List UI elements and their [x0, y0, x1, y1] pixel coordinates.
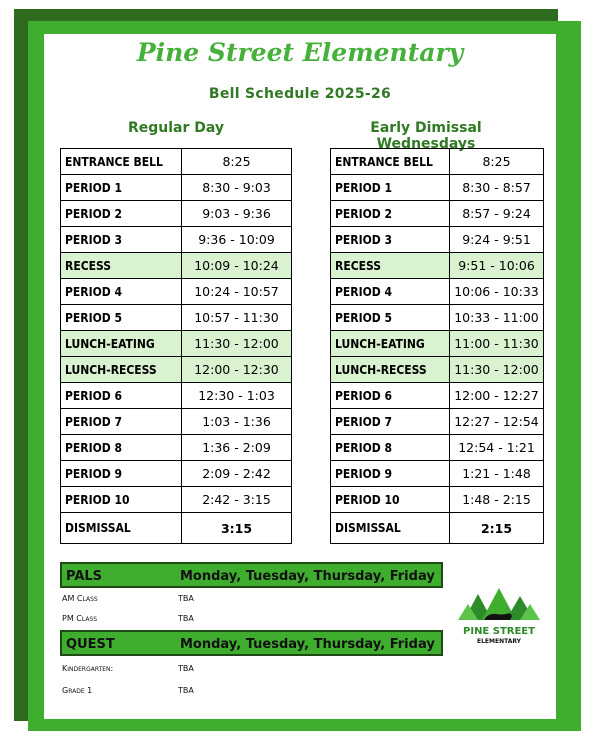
period-label: LUNCH-RECESS	[331, 357, 450, 383]
period-label: PERIOD 2	[61, 201, 182, 227]
period-time: 11:30 - 12:00	[182, 331, 292, 357]
period-label: PERIOD 10	[61, 487, 182, 513]
period-label: PERIOD 5	[61, 305, 182, 331]
schedule-row	[331, 201, 544, 227]
period-time: 8:30 - 8:57	[450, 175, 544, 201]
period-label: PERIOD 3	[61, 227, 182, 253]
period-time: 12:27 - 12:54	[450, 409, 544, 435]
period-time: 11:00 - 11:30	[450, 331, 544, 357]
period-time: 9:51 - 10:06	[450, 253, 544, 279]
schedule-row	[61, 435, 292, 461]
period-time: 10:06 - 10:33	[450, 279, 544, 305]
quest-k-label: Kindergarten:	[62, 664, 114, 673]
period-label: DISMISSAL	[331, 513, 450, 544]
period-label: LUNCH-RECESS	[61, 357, 182, 383]
schedule-row	[331, 383, 544, 409]
period-time: 1:48 - 2:15	[450, 487, 544, 513]
schedule-row	[61, 253, 292, 279]
period-time: 1:21 - 1:48	[450, 461, 544, 487]
period-time: 8:25	[450, 149, 544, 175]
period-label: PERIOD 7	[331, 409, 450, 435]
quest-g1-value: TBA	[178, 686, 194, 695]
period-time: 9:36 - 10:09	[182, 227, 292, 253]
quest-label: QUEST	[66, 637, 115, 652]
pals-am-label: AM Class	[62, 594, 98, 603]
schedule-row	[331, 175, 544, 201]
period-label: PERIOD 9	[61, 461, 182, 487]
period-label: DISMISSAL	[61, 513, 182, 544]
schedule-row	[61, 227, 292, 253]
period-time: 11:30 - 12:00	[450, 357, 544, 383]
school-name: Pine Street Elementary	[136, 38, 464, 67]
schedule-row	[61, 513, 292, 544]
early-dismissal-title: Early Dimissal Wednesdays	[370, 120, 482, 152]
period-time: 9:24 - 9:51	[450, 227, 544, 253]
schedule-row	[61, 279, 292, 305]
quest-days: Monday, Tuesday, Thursday, Friday	[180, 637, 435, 652]
schedule-row	[331, 357, 544, 383]
pals-label: PALS	[66, 569, 103, 584]
period-time: 2:42 - 3:15	[182, 487, 292, 513]
period-label: PERIOD 1	[61, 175, 182, 201]
schedule-row	[331, 279, 544, 305]
schedule-row	[331, 435, 544, 461]
period-time: 2:15	[450, 513, 544, 544]
schedule-row	[331, 513, 544, 544]
period-time: 10:24 - 10:57	[182, 279, 292, 305]
schedule-row	[61, 305, 292, 331]
period-label: PERIOD 3	[331, 227, 450, 253]
logo-line2: ELEMENTARY	[476, 638, 522, 645]
schedule-page	[44, 34, 556, 719]
period-label: PERIOD 1	[331, 175, 450, 201]
pals-pm-value: TBA	[178, 614, 194, 623]
schedule-subtitle: Bell Schedule 2025-26	[208, 86, 392, 102]
schedule-row	[331, 461, 544, 487]
pals-am-value: TBA	[178, 594, 194, 603]
period-time: 8:25	[182, 149, 292, 175]
period-label: PERIOD 7	[61, 409, 182, 435]
period-label: PERIOD 8	[61, 435, 182, 461]
schedule-row	[61, 409, 292, 435]
schedule-row	[61, 357, 292, 383]
period-time: 2:09 - 2:42	[182, 461, 292, 487]
regular-day-table	[60, 148, 292, 544]
period-time: 10:33 - 11:00	[450, 305, 544, 331]
period-time: 8:57 - 9:24	[450, 201, 544, 227]
period-time: 1:03 - 1:36	[182, 409, 292, 435]
quest-k-value: TBA	[178, 664, 194, 673]
period-time: 12:30 - 1:03	[182, 383, 292, 409]
schedule-row	[61, 201, 292, 227]
period-label: RECESS	[331, 253, 450, 279]
period-label: PERIOD 10	[331, 487, 450, 513]
period-label: LUNCH-EATING	[331, 331, 450, 357]
period-label: PERIOD 6	[331, 383, 450, 409]
logo-line1: PINE STREET	[463, 626, 535, 637]
schedule-row	[61, 383, 292, 409]
period-label: ENTRANCE BELL	[61, 149, 182, 175]
period-label: LUNCH-EATING	[61, 331, 182, 357]
pine-street-logo	[454, 586, 544, 656]
schedule-row	[61, 331, 292, 357]
schedule-row	[331, 149, 544, 175]
period-time: 1:36 - 2:09	[182, 435, 292, 461]
schedule-row	[61, 149, 292, 175]
schedule-row	[331, 227, 544, 253]
pals-days: Monday, Tuesday, Thursday, Friday	[180, 569, 435, 584]
period-label: PERIOD 6	[61, 383, 182, 409]
quest-band	[60, 630, 443, 656]
schedule-row	[331, 487, 544, 513]
period-label: ENTRANCE BELL	[331, 149, 450, 175]
period-label: PERIOD 8	[331, 435, 450, 461]
period-time: 12:00 - 12:27	[450, 383, 544, 409]
schedule-row	[331, 305, 544, 331]
schedule-row	[331, 331, 544, 357]
schedule-row	[331, 409, 544, 435]
period-label: PERIOD 9	[331, 461, 450, 487]
quest-g1-label: Grade 1	[62, 686, 93, 695]
period-time: 12:54 - 1:21	[450, 435, 544, 461]
period-label: RECESS	[61, 253, 182, 279]
period-time: 12:00 - 12:30	[182, 357, 292, 383]
period-time: 10:09 - 10:24	[182, 253, 292, 279]
schedule-row	[61, 175, 292, 201]
schedule-row	[331, 253, 544, 279]
pine-trees-bear-icon	[454, 586, 544, 656]
period-label: PERIOD 4	[61, 279, 182, 305]
period-time: 3:15	[182, 513, 292, 544]
schedule-row	[61, 461, 292, 487]
period-label: PERIOD 5	[331, 305, 450, 331]
period-time: 10:57 - 11:30	[182, 305, 292, 331]
period-label: PERIOD 4	[331, 279, 450, 305]
pals-band	[60, 562, 443, 588]
schedule-row	[61, 487, 292, 513]
period-time: 8:30 - 9:03	[182, 175, 292, 201]
period-label: PERIOD 2	[331, 201, 450, 227]
early-dismissal-table	[330, 148, 544, 544]
pals-pm-label: PM Class	[62, 614, 98, 623]
period-time: 9:03 - 9:36	[182, 201, 292, 227]
regular-day-title: Regular Day	[127, 120, 225, 136]
